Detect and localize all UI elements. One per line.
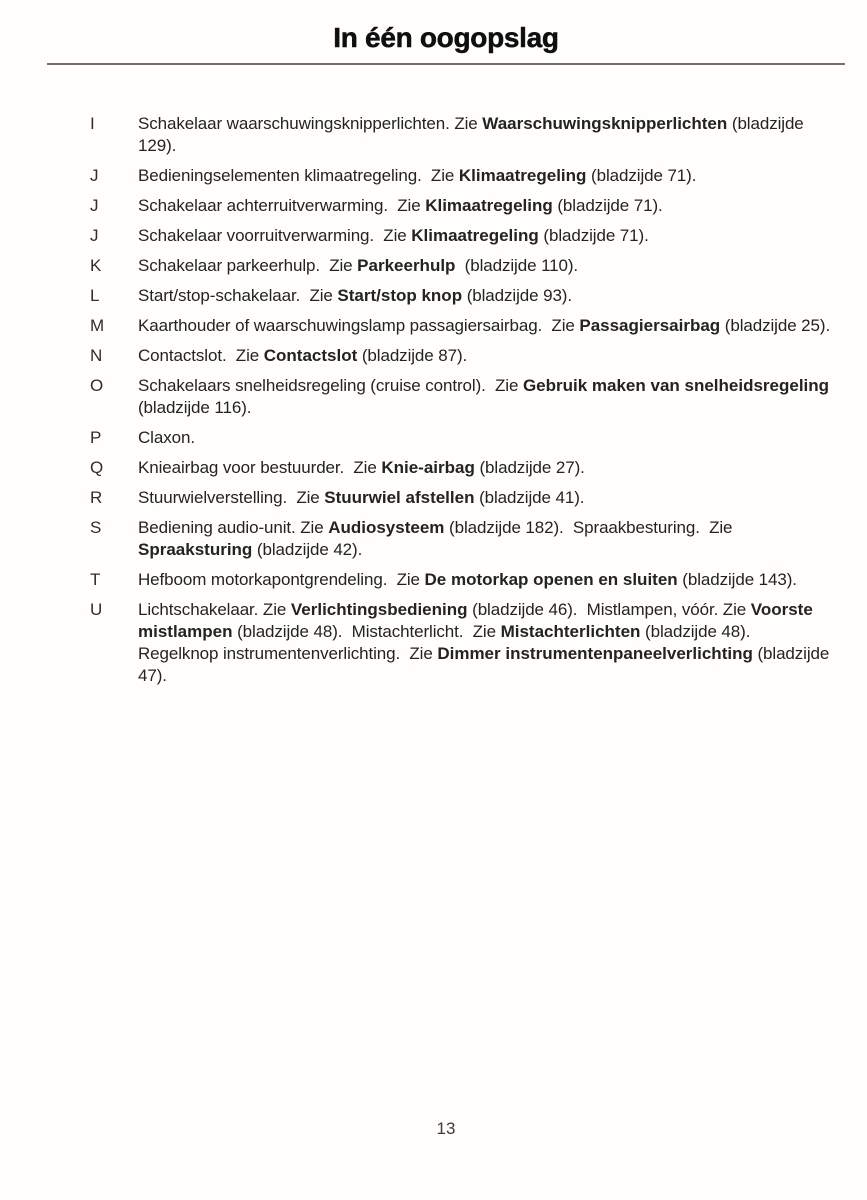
reference-bold-run: Passagiersairbag <box>579 316 721 335</box>
text-run: (bladzijde 129). <box>138 114 809 155</box>
text-run: (bladzijde 182). Spraakbesturing. Zie <box>444 518 738 537</box>
item-text <box>138 285 835 307</box>
text-run: Schakelaar voorruitverwarming. Zie <box>138 226 412 245</box>
list-item <box>90 375 835 419</box>
item-text <box>138 345 835 367</box>
item-letter: L <box>90 286 100 305</box>
item-letter: N <box>90 346 103 365</box>
text-run: (bladzijde 47). <box>138 644 834 685</box>
reference-bold-run: Audiosysteem <box>328 518 445 537</box>
text-run: (bladzijde 25). <box>720 316 831 335</box>
list-item <box>90 517 835 561</box>
reference-bold-run: Parkeerhulp <box>357 256 456 275</box>
item-letter: J <box>90 166 99 185</box>
list-item <box>90 487 835 509</box>
text-run: (bladzijde 143). <box>677 570 797 589</box>
text-run: (bladzijde 87). <box>357 346 468 365</box>
item-letter: M <box>90 316 105 335</box>
text-run: (bladzijde 71). <box>538 226 649 245</box>
reference-bold-run: Voorste mistlampen <box>138 600 818 641</box>
text-run: Start/stop-schakelaar. Zie <box>138 286 338 305</box>
reference-bold-run: Spraaksturing <box>138 540 253 559</box>
list-item <box>90 569 835 591</box>
text-run: (bladzijde 116). <box>138 376 834 417</box>
list-item <box>90 285 835 307</box>
text-run: Bediening audio-unit. Zie <box>138 518 329 537</box>
text-run: (bladzijde 46). Mistlampen, vóór. Zie <box>467 600 751 619</box>
reference-bold-run: Verlichtingsbediening <box>290 600 468 619</box>
item-letter: P <box>90 428 102 447</box>
list-item <box>90 345 835 367</box>
item-text <box>138 225 835 247</box>
list-item <box>90 195 835 217</box>
reference-bold-run: De motorkap openen en sluiten <box>424 570 678 589</box>
list-item <box>90 113 835 157</box>
item-letter: J <box>90 196 99 215</box>
reference-bold-run: Klimaatregeling <box>425 196 553 215</box>
text-run: Kaarthouder of waarschuwingslamp passagiersairbag. Zie <box>138 316 580 335</box>
reference-bold-run: Knie-airbag <box>381 458 475 477</box>
text-run: (bladzijde 27). <box>474 458 585 477</box>
reference-bold-run: Gebruik maken van snelheidsregeling <box>522 376 830 395</box>
item-text <box>138 517 835 561</box>
item-text <box>138 375 835 419</box>
page-title: In één oogopslag <box>333 22 559 53</box>
item-text <box>138 315 835 337</box>
item-text <box>138 427 835 449</box>
text-run: (bladzijde 71). <box>552 196 663 215</box>
item-letter: R <box>90 488 103 507</box>
text-run: Schakelaar parkeerhulp. Zie <box>138 256 358 275</box>
list-item <box>90 255 835 277</box>
reference-bold-run: Mistachterlichten <box>500 622 641 641</box>
list-item <box>90 225 835 247</box>
item-text <box>138 195 835 217</box>
text-run: (bladzijde 110). <box>455 256 579 275</box>
title-rule-divider <box>47 63 845 65</box>
item-letter: T <box>90 570 101 589</box>
text-run: Bedieningselementen klimaatregeling. Zie <box>138 166 459 185</box>
glance-list <box>90 113 835 687</box>
text-run: (bladzijde 41). <box>474 488 585 507</box>
text-run: Knieairbag voor bestuurder. Zie <box>138 458 382 477</box>
reference-bold-run: Waarschuwingsknipperlichten <box>482 114 728 133</box>
list-item <box>90 457 835 479</box>
list-item <box>90 315 835 337</box>
list-item <box>90 599 835 687</box>
item-text <box>138 255 835 277</box>
item-letter: K <box>90 256 102 275</box>
text-run: Claxon. <box>138 428 195 447</box>
page-content <box>47 0 845 695</box>
item-letter: I <box>90 114 95 133</box>
page-number: 13 <box>436 1119 456 1138</box>
text-run: (bladzijde 48). Regelknop instrumentenverlichting. Zie <box>138 622 760 663</box>
reference-bold-run: Klimaatregeling <box>411 226 539 245</box>
item-text <box>138 165 835 187</box>
text-run: Schakelaar achterruitverwarming. Zie <box>138 196 426 215</box>
text-run: (bladzijde 71). <box>586 166 697 185</box>
list-item <box>90 427 835 449</box>
item-text <box>138 113 835 157</box>
reference-bold-run: Stuurwiel afstellen <box>324 488 475 507</box>
item-text <box>138 457 835 479</box>
text-run: Stuurwielverstelling. Zie <box>138 488 325 507</box>
text-run: Lichtschakelaar. Zie <box>138 600 291 619</box>
item-letter: U <box>90 600 103 619</box>
text-run: Contactslot. Zie <box>138 346 264 365</box>
reference-bold-run: Dimmer instrumentenpaneelverlichting <box>437 644 753 663</box>
reference-bold-run: Klimaatregeling <box>458 166 587 185</box>
item-text <box>138 569 835 591</box>
text-run: Schakelaars snelheidsregeling (cruise control). Zie <box>138 376 523 395</box>
text-run: Hefboom motorkapontgrendeling. Zie <box>138 570 425 589</box>
reference-bold-run: Start/stop knop <box>337 286 463 305</box>
item-letter: Q <box>90 458 104 477</box>
text-run: (bladzijde 93). <box>462 286 572 305</box>
text-run: (bladzijde 48). Mistachterlicht. Zie <box>232 622 501 641</box>
item-letter: J <box>90 226 99 245</box>
list-item <box>90 165 835 187</box>
item-letter: O <box>90 376 104 395</box>
text-run: (bladzijde 42). <box>252 540 363 559</box>
reference-bold-run: Contactslot <box>263 346 358 365</box>
item-text <box>138 599 835 687</box>
item-letter: S <box>90 518 102 537</box>
item-text <box>138 487 835 509</box>
text-run: Schakelaar waarschuwingsknipperlichten. Zie <box>138 114 483 133</box>
